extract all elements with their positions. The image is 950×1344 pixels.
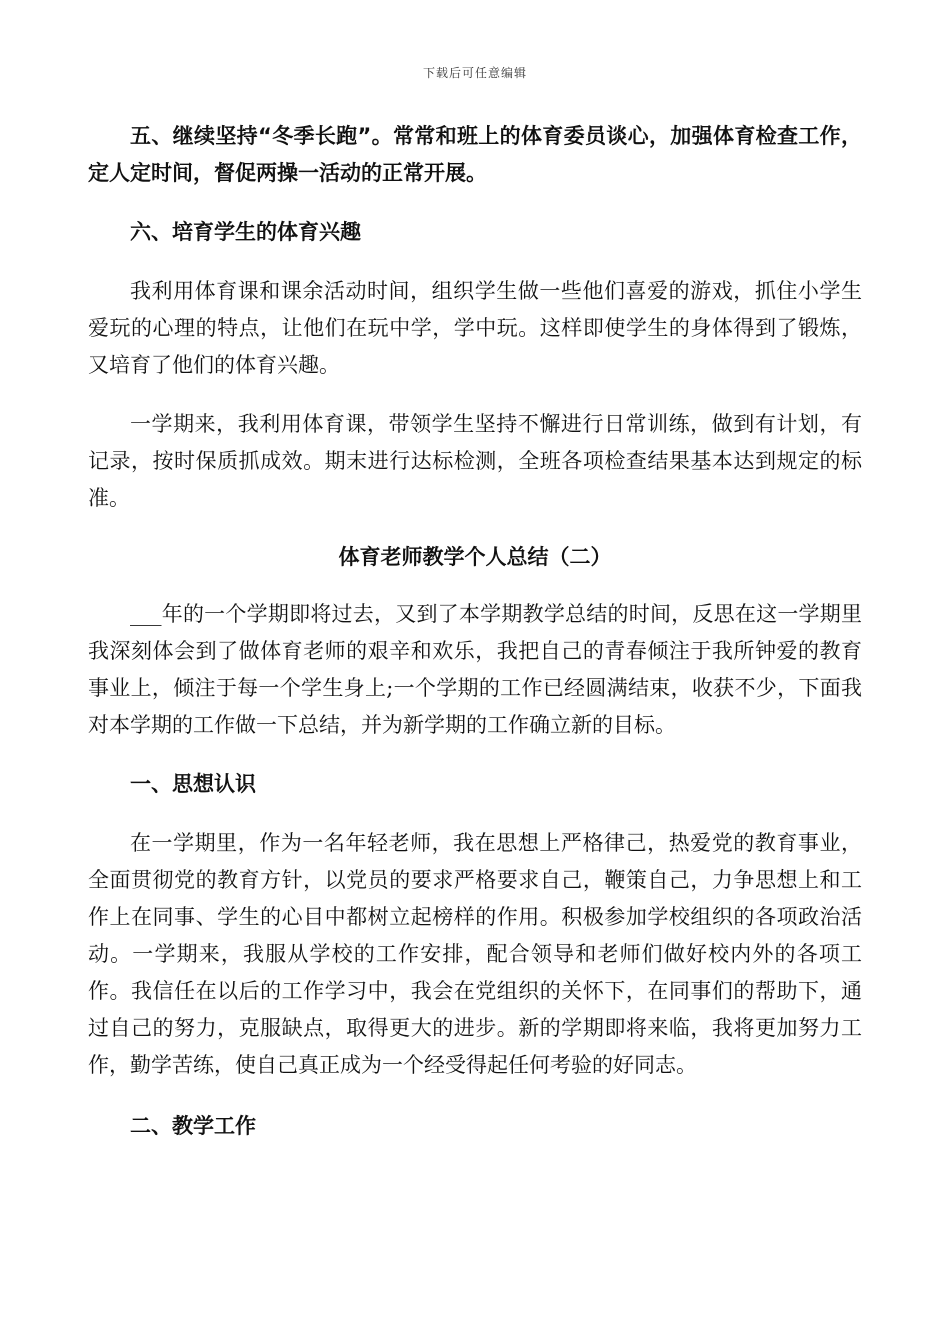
part1-heading: 一、思想认识: [130, 772, 256, 796]
item6-heading: 六、培育学生的体育兴趣: [130, 220, 361, 244]
part2-heading: 二、教学工作: [130, 1114, 256, 1138]
intro-paragraph: ___年的一个学期即将过去，又到了本学期教学总结的时间，反思在这一学期里我深刻体会到了做体育老师的艰辛和欢乐，我把自己的青春倾注于我所钟爱的教育事业上，倾注于每一个学生身上;一个学期的工作已经圆满结束，收获不少，下面我对本学期的工作做一下总结，并为新学期的工作确立新的目标。: [88, 602, 862, 737]
item6-paragraph: 我利用体育课和课余活动时间，组织学生做一些他们喜爱的游戏，抓住小学生爱玩的心理的特点，让他们在玩中学，学中玩。这样即使学生的身体得到了锻炼，又培育了他们的体育兴趣。: [88, 279, 862, 377]
summary-paragraph: 一学期来，我利用体育课，带领学生坚持不懈进行日常训练，做到有计划，有记录，按时保质抓成效。期末进行达标检测，全班各项检查结果基本达到规定的标准。: [88, 412, 862, 510]
document-body: [88, 118, 862, 1145]
part1-paragraph: 在一学期里，作为一名年轻老师，我在思想上严格律己，热爱党的教育事业，全面贯彻党的教育方针，以党员的要求严格要求自己，鞭策自己，力争思想上和工作上在同事、学生的心目中都树立起榜样的作用。积极参加学校组织的各项政治活动。一学期来，我服从学校的工作安排，配合领导和老师们做好校内外的各项工作。我信任在以后的工作学习中，我会在党组织的关怀下，在同事们的帮助下，通过自己的努力，克服缺点，取得更大的进步。新的学期即将来临，我将更加努力工作，勤学苦练，使自己真正成为一个经受得起任何考验的好同志。: [88, 831, 862, 1077]
header-note: 下载后可任意编辑: [422, 66, 527, 80]
item5-paragraph: 五、继续坚持“冬季长跑”。常常和班上的体育委员谈心，加强体育检查工作，定人定时间，督促两操一活动的正常开展。: [88, 124, 862, 185]
section-title: 体育老师教学个人总结（二）: [338, 545, 612, 569]
